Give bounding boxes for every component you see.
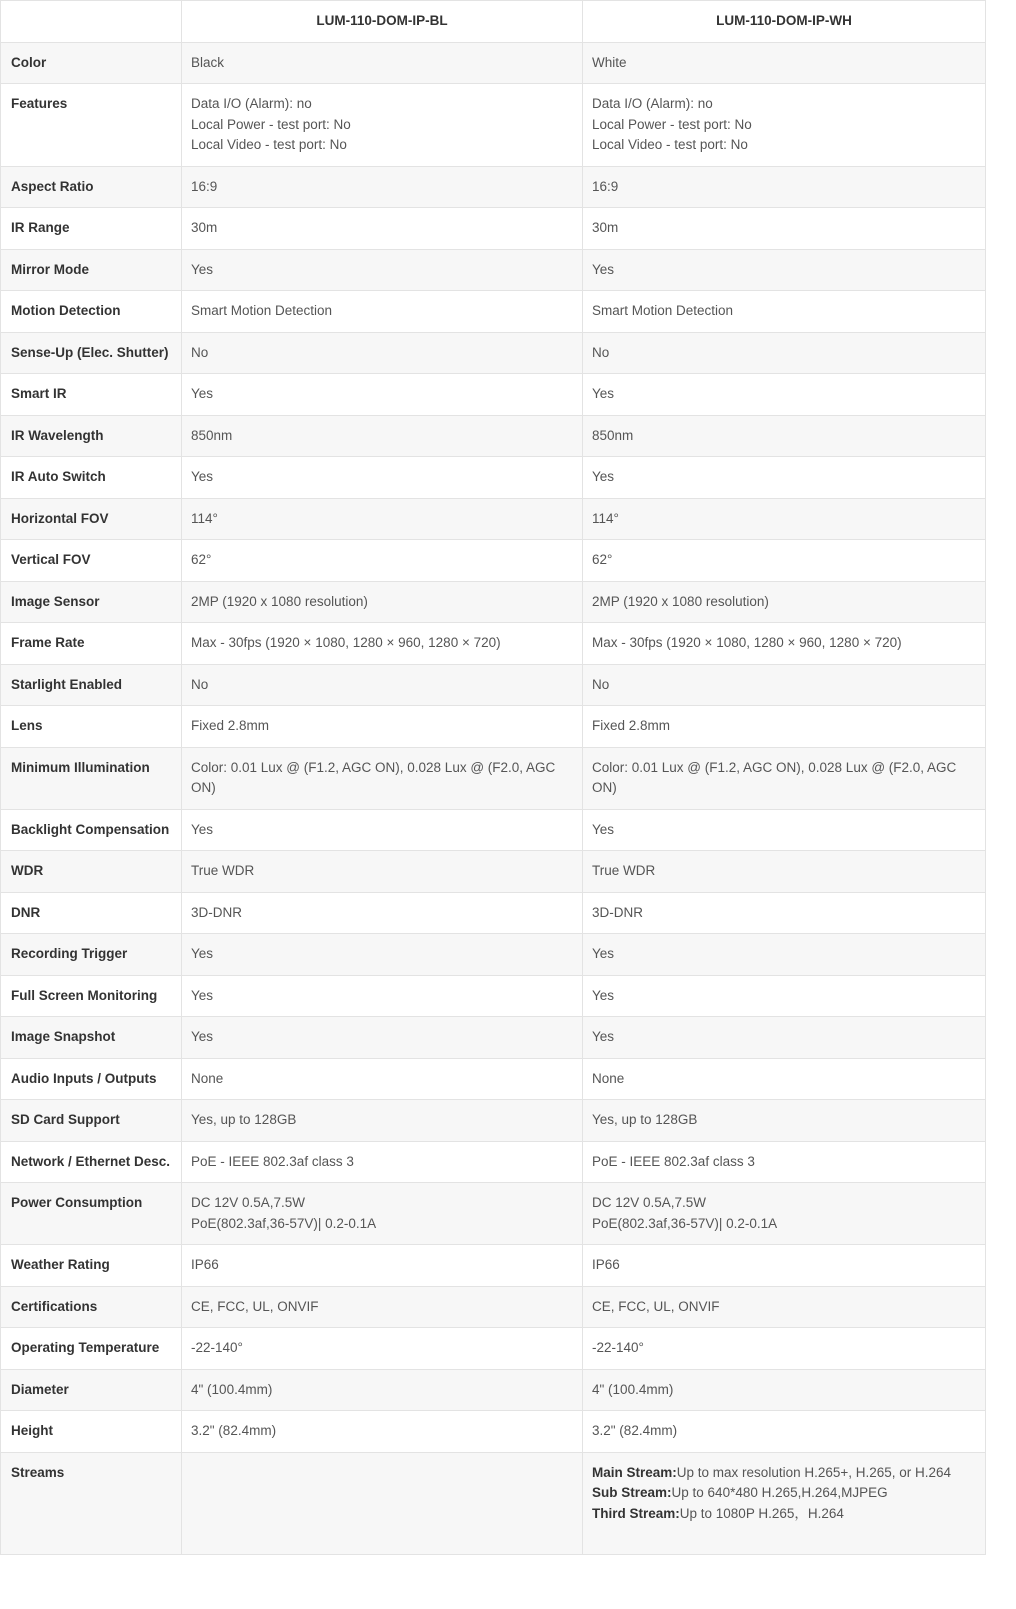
spec-value-line: 4" (100.4mm) — [191, 1381, 273, 1397]
spec-label: Horizontal FOV — [1, 498, 182, 540]
spec-value-bl — [182, 892, 583, 934]
spec-value-line: 30m — [191, 220, 218, 235]
spec-value-bl — [182, 540, 583, 582]
spec-value-wh — [583, 1100, 986, 1142]
spec-value-wh — [583, 1245, 986, 1287]
spec-row-features — [1, 84, 986, 167]
spec-value-wh — [583, 706, 986, 748]
spec-value-line: Max - 30fps (1920 × 1080, 1280 × 960, 1280 × 720) — [592, 635, 902, 650]
stream-title: Main Stream: — [592, 1464, 677, 1480]
spec-row-recording-trigger — [1, 934, 986, 976]
spec-value-bl — [182, 84, 583, 167]
spec-value-line: CE, FCC, UL, ONVIF — [592, 1298, 720, 1314]
spec-value-bl — [182, 249, 583, 291]
spec-value-line: 62° — [592, 552, 613, 567]
spec-value-wh — [583, 374, 986, 416]
spec-label: Backlight Compensation — [1, 809, 182, 851]
spec-value-line: Yes, up to 128GB — [592, 1112, 698, 1127]
stream-text: Up to 640*480 H.265,H.264,MJPEG — [671, 1485, 888, 1500]
spec-row-starlight-enabled — [1, 664, 986, 706]
spec-label: Full Screen Monitoring — [1, 975, 182, 1017]
spec-value-line: No — [191, 344, 209, 360]
spec-value-line: 3.2" (82.4mm) — [592, 1423, 678, 1438]
spec-label: WDR — [1, 851, 182, 893]
spec-value-bl — [182, 1100, 583, 1142]
spec-label: Minimum Illumination — [1, 747, 182, 809]
spec-value-bl — [182, 706, 583, 748]
spec-value-bl — [182, 374, 583, 416]
spec-value-wh — [583, 84, 986, 167]
spec-value-bl — [182, 581, 583, 623]
spec-value-wh — [583, 1328, 986, 1370]
spec-value-line: 4" (100.4mm) — [592, 1381, 674, 1397]
spec-value-bl — [182, 1452, 583, 1554]
spec-label: Features — [1, 84, 182, 167]
spec-value-line: Local Power - test port: No — [191, 116, 351, 132]
spec-row-audio-inputs-outputs — [1, 1058, 986, 1100]
spec-value-line: Local Video - test port: No — [592, 137, 748, 152]
spec-value-line: 16:9 — [592, 178, 619, 194]
spec-value-bl — [182, 166, 583, 208]
spec-value-wh — [583, 291, 986, 333]
spec-value-bl — [182, 1369, 583, 1411]
spec-label: Certifications — [1, 1286, 182, 1328]
spec-value-line: -22-140° — [191, 1340, 243, 1355]
spec-value-line: Yes — [191, 469, 214, 484]
spec-value-bl — [182, 664, 583, 706]
spec-value-line: Fixed 2.8mm — [191, 718, 270, 733]
spec-row-diameter — [1, 1369, 986, 1411]
header-model-wh: LUM-110-DOM-IP-WH — [583, 1, 986, 43]
spec-row-image-sensor — [1, 581, 986, 623]
spec-value-line: IP66 — [191, 1257, 219, 1272]
spec-row-power-consumption — [1, 1183, 986, 1245]
spec-value-bl — [182, 1245, 583, 1287]
spec-label: Power Consumption — [1, 1183, 182, 1245]
spec-value-line: -22-140° — [592, 1340, 644, 1355]
spec-label: IR Auto Switch — [1, 457, 182, 499]
spec-row-image-snapshot — [1, 1017, 986, 1059]
spec-value-bl — [182, 934, 583, 976]
spec-value-line: None — [592, 1070, 625, 1086]
spec-value-line: 62° — [191, 552, 212, 567]
spec-value-wh — [583, 892, 986, 934]
spec-label: Frame Rate — [1, 623, 182, 665]
spec-value-line: Yes — [191, 946, 214, 961]
spec-value-bl — [182, 1058, 583, 1100]
spec-row-ir-range — [1, 208, 986, 250]
spec-value-line: 114° — [592, 510, 619, 526]
spec-value-wh — [583, 1411, 986, 1453]
spec-label: Vertical FOV — [1, 540, 182, 582]
spec-value-wh — [583, 623, 986, 665]
spec-value-line: PoE - IEEE 802.3af class 3 — [191, 1153, 354, 1169]
spec-value-line: True WDR — [191, 863, 255, 878]
spec-value-line: None — [191, 1070, 224, 1086]
spec-label: Audio Inputs / Outputs — [1, 1058, 182, 1100]
spec-label: IR Range — [1, 208, 182, 250]
spec-value-bl — [182, 498, 583, 540]
spec-value-line: IP66 — [592, 1257, 620, 1272]
spec-value-line: Color: 0.01 Lux @ (F1.2, AGC ON), 0.028 Lux @ (F2.0, AGC ON) — [191, 759, 556, 795]
spec-value-bl — [182, 809, 583, 851]
spec-value-line: 30m — [592, 220, 619, 235]
spec-value-line: DC 12V 0.5A,7.5W — [191, 1195, 306, 1210]
spec-label: Recording Trigger — [1, 934, 182, 976]
spec-value-line: 2MP (1920 x 1080 resolution) — [592, 593, 769, 609]
spec-value-line: Black — [191, 54, 225, 70]
spec-value-line: Yes — [191, 261, 214, 277]
spec-value-wh — [583, 851, 986, 893]
spec-row-network-ethernet-desc — [1, 1141, 986, 1183]
spec-label: Aspect Ratio — [1, 166, 182, 208]
spec-value-line: 850nm — [592, 427, 634, 443]
spec-row-backlight-compensation — [1, 809, 986, 851]
spec-value-wh — [583, 1452, 986, 1554]
spec-value-line: Yes — [592, 469, 615, 484]
spec-value-line: 850nm — [191, 427, 233, 443]
spec-value-bl — [182, 623, 583, 665]
spec-value-wh — [583, 208, 986, 250]
spec-value-line: Yes — [191, 987, 214, 1003]
spec-value-bl — [182, 1183, 583, 1245]
spec-value-line: Fixed 2.8mm — [592, 718, 671, 733]
spec-label: Image Snapshot — [1, 1017, 182, 1059]
spec-value-line: No — [592, 344, 610, 360]
spec-value-line: Local Power - test port: No — [592, 116, 752, 132]
stream-line — [592, 1504, 976, 1525]
spec-value-wh — [583, 975, 986, 1017]
spec-value-line: Color: 0.01 Lux @ (F1.2, AGC ON), 0.028 Lux @ (F2.0, AGC ON) — [592, 759, 957, 795]
spec-value-bl — [182, 1141, 583, 1183]
spec-value-wh — [583, 498, 986, 540]
stream-title: Sub Stream: — [592, 1485, 672, 1500]
spec-value-bl — [182, 1328, 583, 1370]
spec-value-line: CE, FCC, UL, ONVIF — [191, 1298, 319, 1314]
spec-label: Color — [1, 42, 182, 84]
spec-value-wh — [583, 457, 986, 499]
spec-row-ir-auto-switch — [1, 457, 986, 499]
spec-value-line: 3D-DNR — [191, 904, 243, 920]
spec-value-wh — [583, 1183, 986, 1245]
spec-value-line: Yes — [592, 821, 615, 837]
spec-value-bl — [182, 415, 583, 457]
spec-value-line: Yes — [592, 261, 615, 277]
header-row — [1, 1, 986, 43]
spec-value-bl — [182, 291, 583, 333]
spec-value-line: No — [191, 676, 209, 692]
spec-value-wh — [583, 809, 986, 851]
spec-value-bl — [182, 42, 583, 84]
spec-value-wh — [583, 581, 986, 623]
spec-value-bl — [182, 1411, 583, 1453]
spec-value-wh — [583, 415, 986, 457]
spec-label: Image Sensor — [1, 581, 182, 623]
spec-row-full-screen-monitoring — [1, 975, 986, 1017]
header-empty-cell — [1, 1, 182, 43]
stream-title: Third Stream: — [592, 1505, 680, 1521]
spec-label: SD Card Support — [1, 1100, 182, 1142]
spec-label: DNR — [1, 892, 182, 934]
spec-value-wh — [583, 166, 986, 208]
stream-line — [592, 1463, 976, 1484]
spec-value-line: Data I/O (Alarm): no — [191, 96, 312, 111]
spec-value-wh — [583, 1369, 986, 1411]
spec-value-wh — [583, 249, 986, 291]
spec-value-wh — [583, 1058, 986, 1100]
spec-value-line: Smart Motion Detection — [191, 303, 333, 318]
spec-value-line: Data I/O (Alarm): no — [592, 96, 713, 111]
spec-row-horizontal-fov — [1, 498, 986, 540]
spec-value-line: 114° — [191, 510, 218, 526]
spec-value-bl — [182, 747, 583, 809]
spec-row-operating-temperature — [1, 1328, 986, 1370]
spec-label: Operating Temperature — [1, 1328, 182, 1370]
spec-value-line: No — [592, 676, 610, 692]
spec-value-wh — [583, 1141, 986, 1183]
spec-value-line: Yes — [191, 386, 214, 401]
spec-row-frame-rate — [1, 623, 986, 665]
spec-row-ir-wavelength — [1, 415, 986, 457]
spec-value-bl — [182, 208, 583, 250]
spec-value-wh — [583, 1017, 986, 1059]
spec-row-lens — [1, 706, 986, 748]
spec-value-wh — [583, 747, 986, 809]
spec-label: Weather Rating — [1, 1245, 182, 1287]
spec-value-line: Yes — [592, 946, 615, 961]
spec-row-aspect-ratio — [1, 166, 986, 208]
spec-row-vertical-fov — [1, 540, 986, 582]
spec-value-line: Yes, up to 128GB — [191, 1112, 297, 1127]
spec-value-line: Yes — [592, 386, 615, 401]
spec-value-line: 2MP (1920 x 1080 resolution) — [191, 593, 368, 609]
spec-label: Sense-Up (Elec. Shutter) — [1, 332, 182, 374]
spec-row-sense-up-elec-shutter — [1, 332, 986, 374]
spec-row-minimum-illumination — [1, 747, 986, 809]
spec-row-color — [1, 42, 986, 84]
spec-label: Smart IR — [1, 374, 182, 416]
spec-row-streams — [1, 1452, 986, 1554]
spec-row-height — [1, 1411, 986, 1453]
spec-value-line: Yes — [592, 987, 615, 1003]
spec-label: Network / Ethernet Desc. — [1, 1141, 182, 1183]
spec-value-line: 16:9 — [191, 178, 218, 194]
spec-value-bl — [182, 851, 583, 893]
spec-value-bl — [182, 1286, 583, 1328]
spec-row-motion-detection — [1, 291, 986, 333]
spec-label: Motion Detection — [1, 291, 182, 333]
spec-value-line: PoE(802.3af,36-57V)| 0.2-0.1A — [191, 1215, 377, 1231]
spec-value-line: PoE - IEEE 802.3af class 3 — [592, 1153, 755, 1169]
spec-value-bl — [182, 1017, 583, 1059]
spec-value-wh — [583, 540, 986, 582]
spec-value-line: DC 12V 0.5A,7.5W — [592, 1195, 707, 1210]
spec-value-bl — [182, 457, 583, 499]
spec-label: Height — [1, 1411, 182, 1453]
spec-value-line: 3.2" (82.4mm) — [191, 1423, 277, 1438]
spec-label: Streams — [1, 1452, 182, 1554]
spec-label: Lens — [1, 706, 182, 748]
spec-value-line: True WDR — [592, 863, 656, 878]
spec-row-dnr — [1, 892, 986, 934]
stream-text: Up to 1080P H.265，H.264 — [679, 1505, 844, 1521]
spec-value-wh — [583, 934, 986, 976]
spec-label: Mirror Mode — [1, 249, 182, 291]
header-model-bl: LUM-110-DOM-IP-BL — [182, 1, 583, 43]
stream-line — [592, 1483, 976, 1504]
spec-value-line: 3D-DNR — [592, 904, 644, 920]
spec-row-smart-ir — [1, 374, 986, 416]
spec-value-line: Max - 30fps (1920 × 1080, 1280 × 960, 1280 × 720) — [191, 635, 501, 650]
spec-value-line: PoE(802.3af,36-57V)| 0.2-0.1A — [592, 1215, 778, 1231]
spec-value-line: Yes — [191, 1029, 214, 1044]
spec-value-wh — [583, 42, 986, 84]
spec-row-sd-card-support — [1, 1100, 986, 1142]
spec-value-line: White — [592, 54, 627, 70]
spec-value-line: Yes — [191, 821, 214, 837]
spec-value-bl — [182, 332, 583, 374]
spec-value-wh — [583, 664, 986, 706]
spec-label: IR Wavelength — [1, 415, 182, 457]
spec-value-wh — [583, 1286, 986, 1328]
spec-label: Diameter — [1, 1369, 182, 1411]
spec-value-line: Yes — [592, 1029, 615, 1044]
spec-value-wh — [583, 332, 986, 374]
stream-text: Up to max resolution H.265+, H.265, or H.264 — [676, 1464, 952, 1480]
spec-row-weather-rating — [1, 1245, 986, 1287]
spec-value-line: Local Video - test port: No — [191, 137, 347, 152]
spec-row-mirror-mode — [1, 249, 986, 291]
spec-value-line: Smart Motion Detection — [592, 303, 734, 318]
spec-label: Starlight Enabled — [1, 664, 182, 706]
spec-value-bl — [182, 975, 583, 1017]
spec-row-certifications — [1, 1286, 986, 1328]
spec-row-wdr — [1, 851, 986, 893]
